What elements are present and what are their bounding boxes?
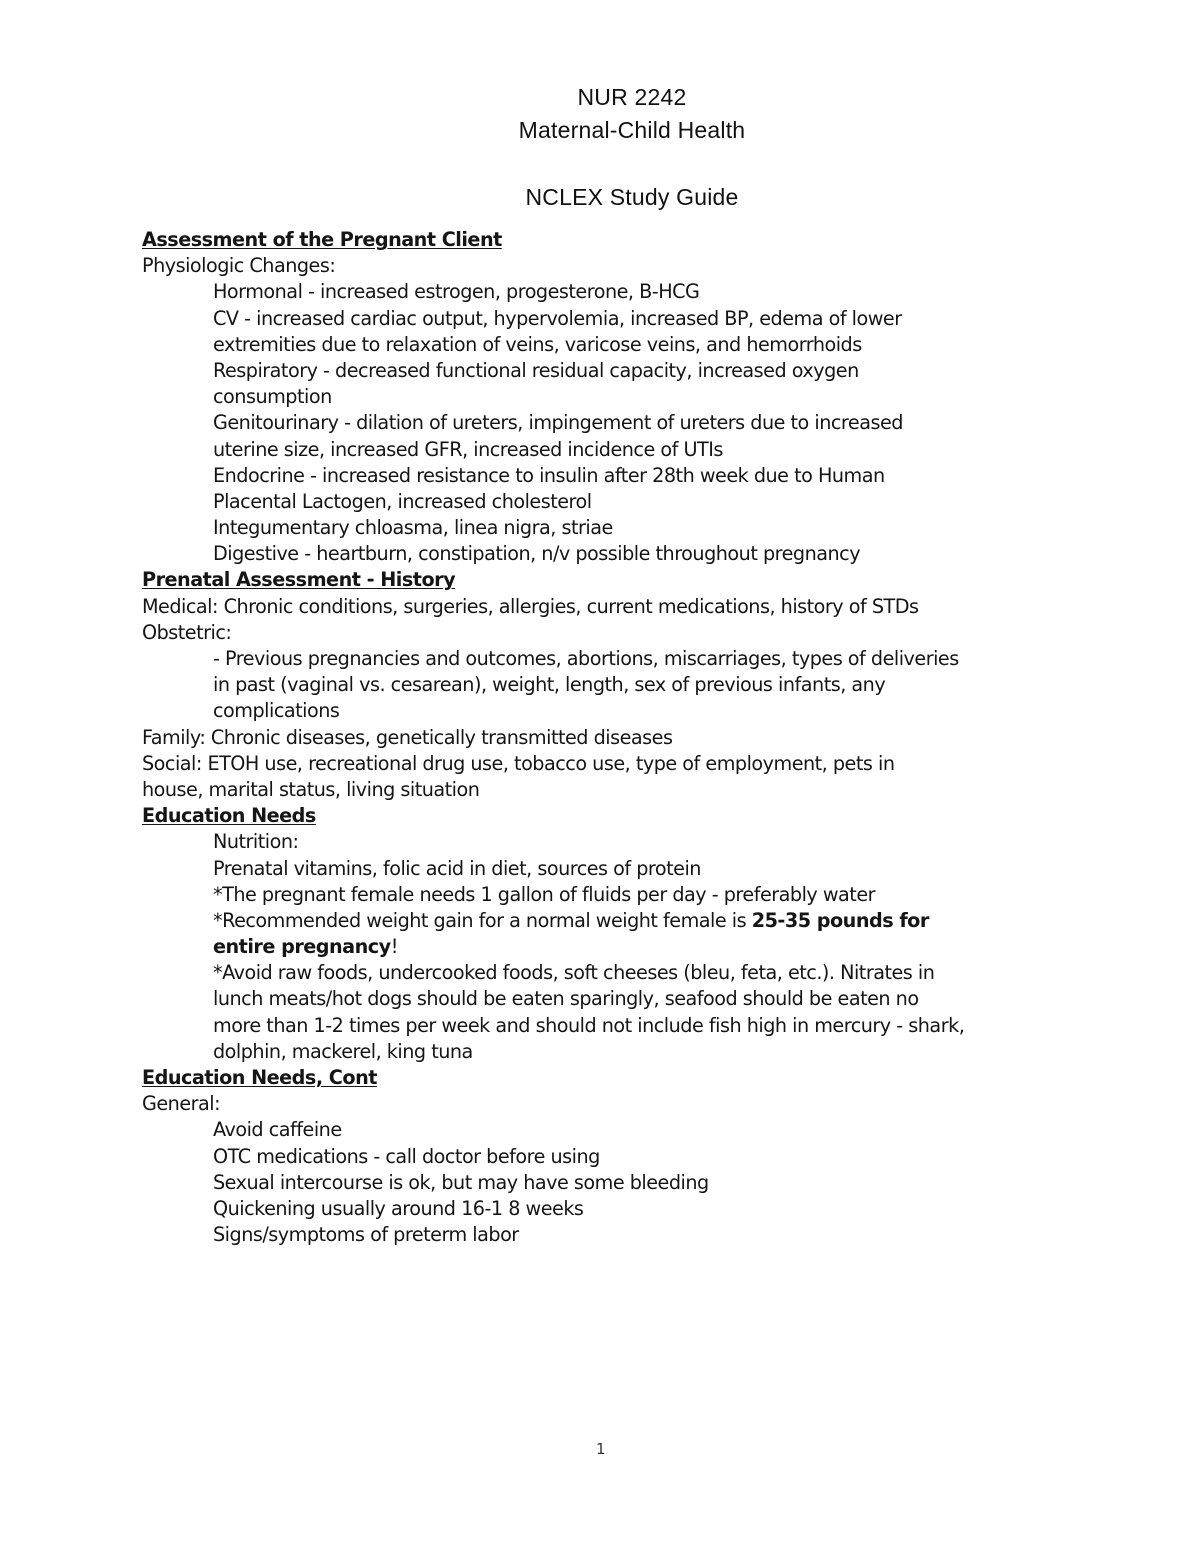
list-item: Prenatal vitamins, folic acid in diet, sources of protein — [213, 856, 701, 880]
list-item: Endocrine - increased resistance to insulin after 28th week due to Human — [213, 463, 885, 487]
section-heading-assessment: Assessment of the Pregnant Client — [142, 228, 502, 251]
course-code: NUR 2242 — [577, 84, 687, 110]
list-item: Placental Lactogen, increased cholesterol — [213, 489, 592, 513]
list-item: Hormonal - increased estrogen, progesterone, B-HCG — [213, 280, 700, 304]
list-item — [142, 934, 1077, 960]
list-item — [142, 908, 1077, 934]
list-item: Digestive - heartburn, constipation, n/v possible throughout pregnancy — [213, 542, 861, 566]
physiologic-changes-label: Physiologic Changes: — [142, 254, 336, 278]
social-history-cont: house, marital status, living situation — [142, 777, 480, 801]
list-item: *The pregnant female needs 1 gallon of fluids per day - preferably water — [213, 882, 876, 906]
section-heading-education: Education Needs — [142, 804, 316, 828]
weight-gain-text: *Recommended weight gain for a normal weight female is — [213, 908, 752, 932]
social-history: Social: ETOH use, recreational drug use, tobacco use, type of employment, pets in — [142, 751, 895, 775]
list-item: in past (vaginal vs. cesarean), weight, length, sex of previous infants, any — [213, 673, 886, 697]
list-item: consumption — [213, 385, 332, 409]
weight-gain-range-cont: entire pregnancy — [213, 935, 391, 959]
section-heading-education-cont: Education Needs, Cont — [142, 1066, 377, 1089]
list-item: dolphin, mackerel, king tuna — [213, 1039, 473, 1063]
list-item: CV - increased cardiac output, hypervolemia, increased BP, edema of lower — [213, 306, 902, 330]
list-item: OTC medications - call doctor before using — [213, 1144, 600, 1168]
page-number: 1 — [596, 1440, 606, 1458]
list-item: Quickening usually around 16-1 8 weeks — [213, 1196, 584, 1220]
list-item: uterine size, increased GFR, increased incidence of UTIs — [213, 437, 723, 461]
weight-gain-range: 25-35 pounds for — [751, 908, 929, 932]
list-item: *Avoid raw foods, undercooked foods, soft cheeses (bleu, feta, etc.). Nitrates in — [213, 961, 935, 985]
list-item: extremities due to relaxation of veins, varicose veins, and hemorrhoids — [213, 332, 862, 356]
list-item: more than 1-2 times per week and should not include fish high in mercury - shark, — [213, 1013, 965, 1037]
list-item: Genitourinary - dilation of ureters, impingement of ureters due to increased — [213, 411, 903, 435]
family-history: Family: Chronic diseases, genetically transmitted diseases — [142, 725, 673, 749]
general-label: General: — [142, 1092, 221, 1116]
list-item: complications — [213, 699, 340, 723]
nutrition-label: Nutrition: — [213, 830, 299, 854]
course-name: Maternal-Child Health — [518, 117, 746, 143]
list-item: Signs/symptoms of preterm labor — [213, 1223, 519, 1247]
medical-history: Medical: Chronic conditions, surgeries, allergies, current medications, history of STDs — [142, 594, 919, 618]
section-heading-prenatal: Prenatal Assessment - History — [142, 568, 456, 592]
list-item: Integumentary chloasma, linea nigra, striae — [213, 516, 613, 540]
study-guide-body — [142, 227, 1077, 1248]
document-title: NCLEX Study Guide — [525, 184, 739, 210]
list-item: Sexual intercourse is ok, but may have some bleeding — [213, 1170, 709, 1194]
list-item: lunch meats/hot dogs should be eaten sparingly, seafood should be eaten no — [213, 987, 919, 1011]
list-item: - Previous pregnancies and outcomes, abortions, miscarriages, types of deliveries — [213, 647, 959, 670]
obstetric-label: Obstetric: — [142, 620, 232, 644]
list-item: Respiratory - decreased functional residual capacity, increased oxygen — [213, 358, 859, 382]
weight-gain-suffix: ! — [390, 935, 398, 959]
list-item: Avoid caffeine — [213, 1118, 342, 1142]
